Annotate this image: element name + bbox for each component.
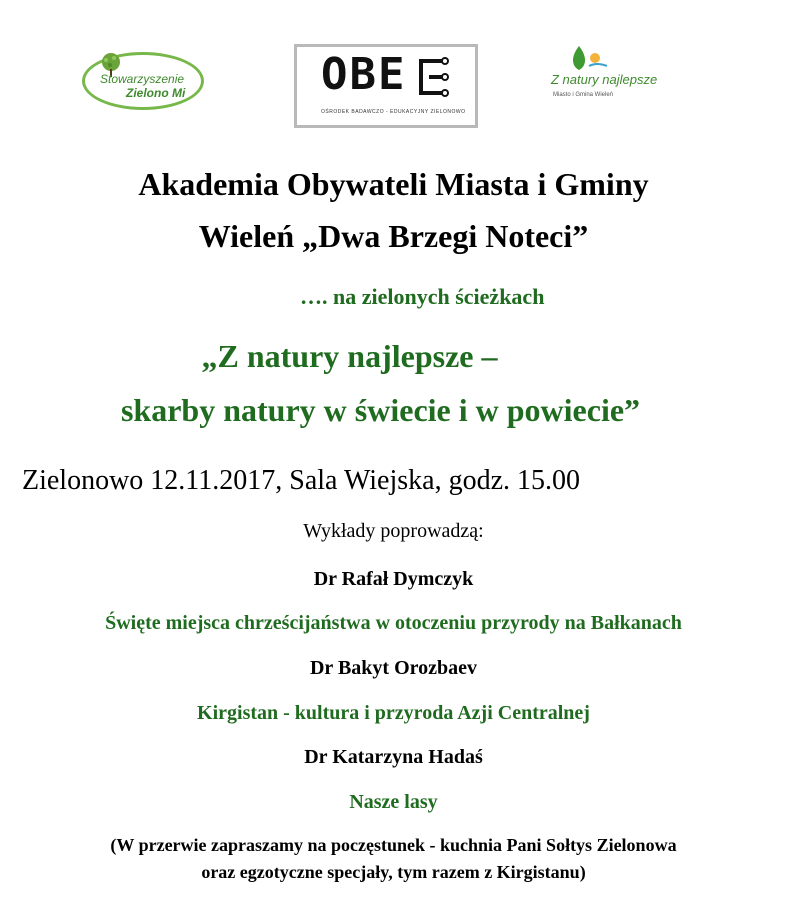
page-title-line1: Akademia Obywateli Miasta i Gminy (138, 166, 649, 202)
event-date-place: Zielonowo 12.11.2017, Sala Wiejska, godz. 15.00 (22, 465, 581, 496)
logo-center-subtitle: OŚRODEK BADAWCZO - EDUKACYJNY ZIELONOWO (321, 109, 466, 115)
logo-obe (294, 44, 478, 128)
note-line2: oraz egzotyczne specjały, tym razem z Kirgistanu) (201, 862, 586, 882)
logo-stowarzyszenie (80, 46, 208, 116)
lecture-topic: Święte miejsca chrześcijaństwa w otoczeniu przyrody na Bałkanach (105, 612, 682, 634)
theme-line2: skarby natury w świecie i w powiecie” (120, 392, 641, 428)
logo-left-line1: Stowarzyszenie (100, 72, 185, 86)
logo-right-text: Z natury najlepsze (551, 72, 658, 87)
page-subtitle: …. na zielonych ścieżkach (300, 284, 545, 309)
logo-center-word: OBE (321, 49, 407, 100)
speaker-name: Dr Bakyt Orozbaev (309, 657, 478, 679)
lectures-lead: Wykłady poprowadzą: (303, 520, 484, 542)
theme-line1: „Z natury najlepsze – (201, 338, 498, 374)
page-title-line2: Wieleń „Dwa Brzegi Noteci” (198, 218, 589, 254)
circuit-icon (415, 55, 449, 99)
speaker-name: Dr Katarzyna Hadaś (304, 746, 483, 768)
logo-left-line2: Zielono Mi (126, 86, 186, 100)
lecture-topic: Nasze lasy (349, 791, 438, 813)
note-line1: (W przerwie zapraszamy na poczęstunek - kuchnia Pani Sołtys Zielonowa (110, 835, 677, 855)
speaker-name: Dr Rafał Dymczyk (313, 568, 474, 590)
logo-right-subtitle: Miasto i Gmina Wieleń (553, 92, 614, 98)
lecture-topic: Kirgistan - kultura i przyroda Azji Centralnej (197, 702, 590, 724)
logo-z-natury (545, 44, 665, 114)
